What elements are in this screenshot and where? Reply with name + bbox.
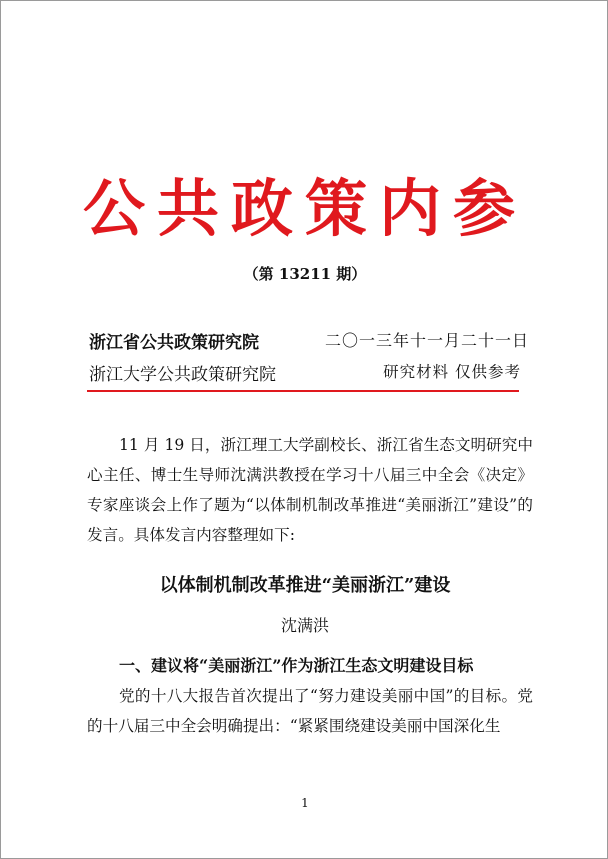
header-divider bbox=[87, 390, 519, 392]
publish-date: 二〇一三年十一月二十一日 bbox=[324, 331, 529, 350]
body-paragraph: 党的十八大报告首次提出了“努力建设美丽中国”的目标。党的十八届三中全会明确提出：“紧紧围绕建设美丽中国深化生 bbox=[87, 687, 533, 735]
publisher-org-primary: 浙江省公共政策研究院 bbox=[89, 333, 259, 353]
usage-note: 研究材料 仅供参考 bbox=[383, 363, 521, 381]
page-number: 1 bbox=[301, 796, 309, 810]
article-title: 以体制机制改革推进“美丽浙江”建设 bbox=[159, 575, 451, 596]
publisher-org-secondary: 浙江大学公共政策研究院 bbox=[89, 365, 276, 385]
issue-number: （第 13211 期） bbox=[243, 265, 367, 283]
intro-paragraph: 11 月 19 日，浙江理工大学副校长、浙江省生态文明研究中心主任、博士生导师沈满洪教授在学习十八届三中全会《决定》专家座谈会上作了题为“以体制机制改革推进“美丽浙江”建设”的发言。具体发言内容整理如下: bbox=[87, 436, 533, 544]
article-author: 沈满洪 bbox=[280, 616, 329, 635]
document-title: 公共政策内参 bbox=[82, 172, 527, 245]
section-heading: 一、建议将“美丽浙江”作为浙江生态文明建设目标 bbox=[119, 656, 474, 675]
